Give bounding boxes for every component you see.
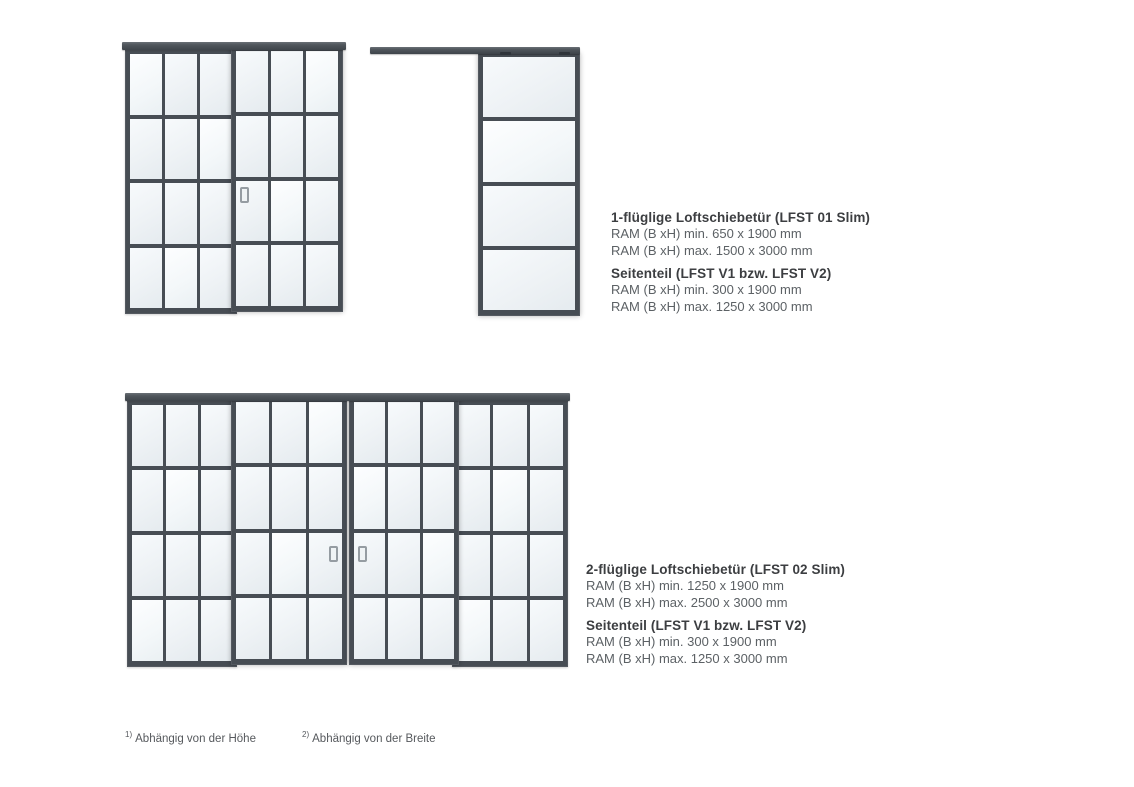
glass-pane [457, 405, 490, 466]
glazing-grid [132, 405, 232, 661]
glass-pane [236, 533, 269, 594]
roller-hanger [559, 52, 570, 55]
glass-pane [200, 183, 232, 244]
glass-pane [201, 535, 232, 596]
glass-pane [354, 598, 385, 659]
glass-pane [388, 598, 419, 659]
glass-pane [354, 402, 385, 463]
glass-pane [530, 600, 563, 661]
glass-pane [530, 535, 563, 596]
glazing-grid [236, 51, 338, 306]
glass-pane [423, 598, 454, 659]
glass-pane [483, 186, 575, 246]
glass-pane [201, 470, 232, 531]
glass-pane [306, 245, 338, 306]
ram-max-line: RAM (B xH) max. 1250 x 3000 mm [611, 298, 813, 314]
side-panel-title: Seitenteil (LFST V1 bzw. LFST V2) [586, 618, 807, 633]
footnote-text: Abhängig von der Höhe [135, 732, 256, 745]
glass-pane [132, 405, 163, 466]
door-handle [358, 546, 367, 562]
glass-pane [483, 121, 575, 181]
spec-block-lfst01 [611, 209, 870, 315]
ram-max-line: RAM (B xH) max. 1250 x 3000 mm [586, 650, 788, 666]
glass-pane [236, 116, 268, 177]
glass-pane [271, 245, 303, 306]
door-handle [329, 546, 338, 562]
ram-max-line: RAM (B xH) max. 2500 x 3000 mm [586, 594, 788, 610]
glass-pane [272, 467, 305, 528]
ram-min-line: RAM (B xH) min. 650 x 1900 mm [611, 226, 802, 241]
ram-max-line: RAM (B xH) max. 1500 x 3000 mm [611, 242, 813, 258]
glass-pane [457, 600, 490, 661]
glass-pane [200, 54, 232, 115]
glass-pane [132, 470, 163, 531]
glass-pane [306, 116, 338, 177]
glass-pane [236, 51, 268, 112]
side-panel [127, 401, 237, 667]
glass-pane [423, 402, 454, 463]
glass-pane [236, 402, 269, 463]
glass-pane [309, 598, 342, 659]
glass-pane [272, 533, 305, 594]
glass-pane [236, 598, 269, 659]
ram-min-line: RAM (B xH) min. 300 x 1900 mm [611, 282, 802, 297]
footnote-text: Abhängig von der Breite [312, 732, 436, 745]
sliding-track-rail [125, 393, 570, 401]
glass-pane [166, 535, 197, 596]
glass-pane [309, 467, 342, 528]
side-panel [452, 401, 568, 667]
glass-pane [388, 533, 419, 594]
glass-pane [309, 533, 342, 594]
glass-pane [271, 51, 303, 112]
glass-pane [272, 402, 305, 463]
sliding-door [349, 398, 459, 665]
footnote-marker: 2) [302, 730, 310, 739]
glass-pane [200, 119, 232, 180]
glass-pane [457, 470, 490, 531]
glass-pane [166, 405, 197, 466]
glass-pane [530, 405, 563, 466]
glass-pane [306, 181, 338, 242]
glass-pane [165, 54, 197, 115]
sliding-door [231, 47, 343, 312]
footnote-width [302, 730, 436, 745]
product-title: 2-flüglige Loftschiebetür (LFST 02 Slim) [586, 562, 846, 577]
spec-block-lfst02 [586, 561, 845, 667]
glass-pane [388, 467, 419, 528]
sliding-door [231, 398, 347, 665]
glass-pane [530, 470, 563, 531]
glass-pane [423, 533, 454, 594]
glass-pane [130, 183, 162, 244]
glass-pane [236, 467, 269, 528]
sliding-track-rail [370, 47, 580, 54]
glazing-grid [483, 57, 575, 310]
glass-pane [388, 402, 419, 463]
sliding-track-rail [122, 42, 346, 50]
glass-pane [483, 57, 575, 117]
glass-pane [166, 470, 197, 531]
glass-pane [423, 467, 454, 528]
product-title: 1-flüglige Loftschiebetür (LFST 01 Slim) [611, 210, 871, 225]
glass-pane [306, 51, 338, 112]
glass-pane [130, 119, 162, 180]
glass-pane [483, 250, 575, 310]
footnote-height [125, 730, 256, 745]
glass-pane [200, 248, 232, 309]
ram-min-line: RAM (B xH) min. 1250 x 1900 mm [586, 578, 784, 593]
glass-pane [271, 116, 303, 177]
glass-pane [165, 119, 197, 180]
glass-pane [166, 600, 197, 661]
glazing-grid [457, 405, 563, 661]
glass-pane [201, 405, 232, 466]
glazing-grid [130, 54, 232, 308]
glass-pane [130, 54, 162, 115]
side-panel-title: Seitenteil (LFST V1 bzw. LFST V2) [611, 266, 832, 281]
glazing-grid [354, 402, 454, 659]
glass-pane [354, 467, 385, 528]
glass-pane [201, 600, 232, 661]
sliding-door [478, 53, 580, 316]
glazing-grid [236, 402, 342, 659]
glass-pane [132, 600, 163, 661]
glass-pane [309, 402, 342, 463]
glass-pane [354, 533, 385, 594]
side-panel [125, 50, 237, 314]
door-handle [240, 187, 249, 203]
glass-pane [457, 535, 490, 596]
ram-min-line: RAM (B xH) min. 300 x 1900 mm [586, 634, 777, 649]
glass-pane [493, 535, 526, 596]
glass-pane [132, 535, 163, 596]
glass-pane [272, 598, 305, 659]
glass-pane [130, 248, 162, 309]
glass-pane [493, 600, 526, 661]
glass-pane [271, 181, 303, 242]
footnote-marker: 1) [125, 730, 133, 739]
glass-pane [493, 405, 526, 466]
roller-hanger [500, 52, 511, 55]
glass-pane [165, 183, 197, 244]
glass-pane [165, 248, 197, 309]
glass-pane [236, 245, 268, 306]
glass-pane [493, 470, 526, 531]
